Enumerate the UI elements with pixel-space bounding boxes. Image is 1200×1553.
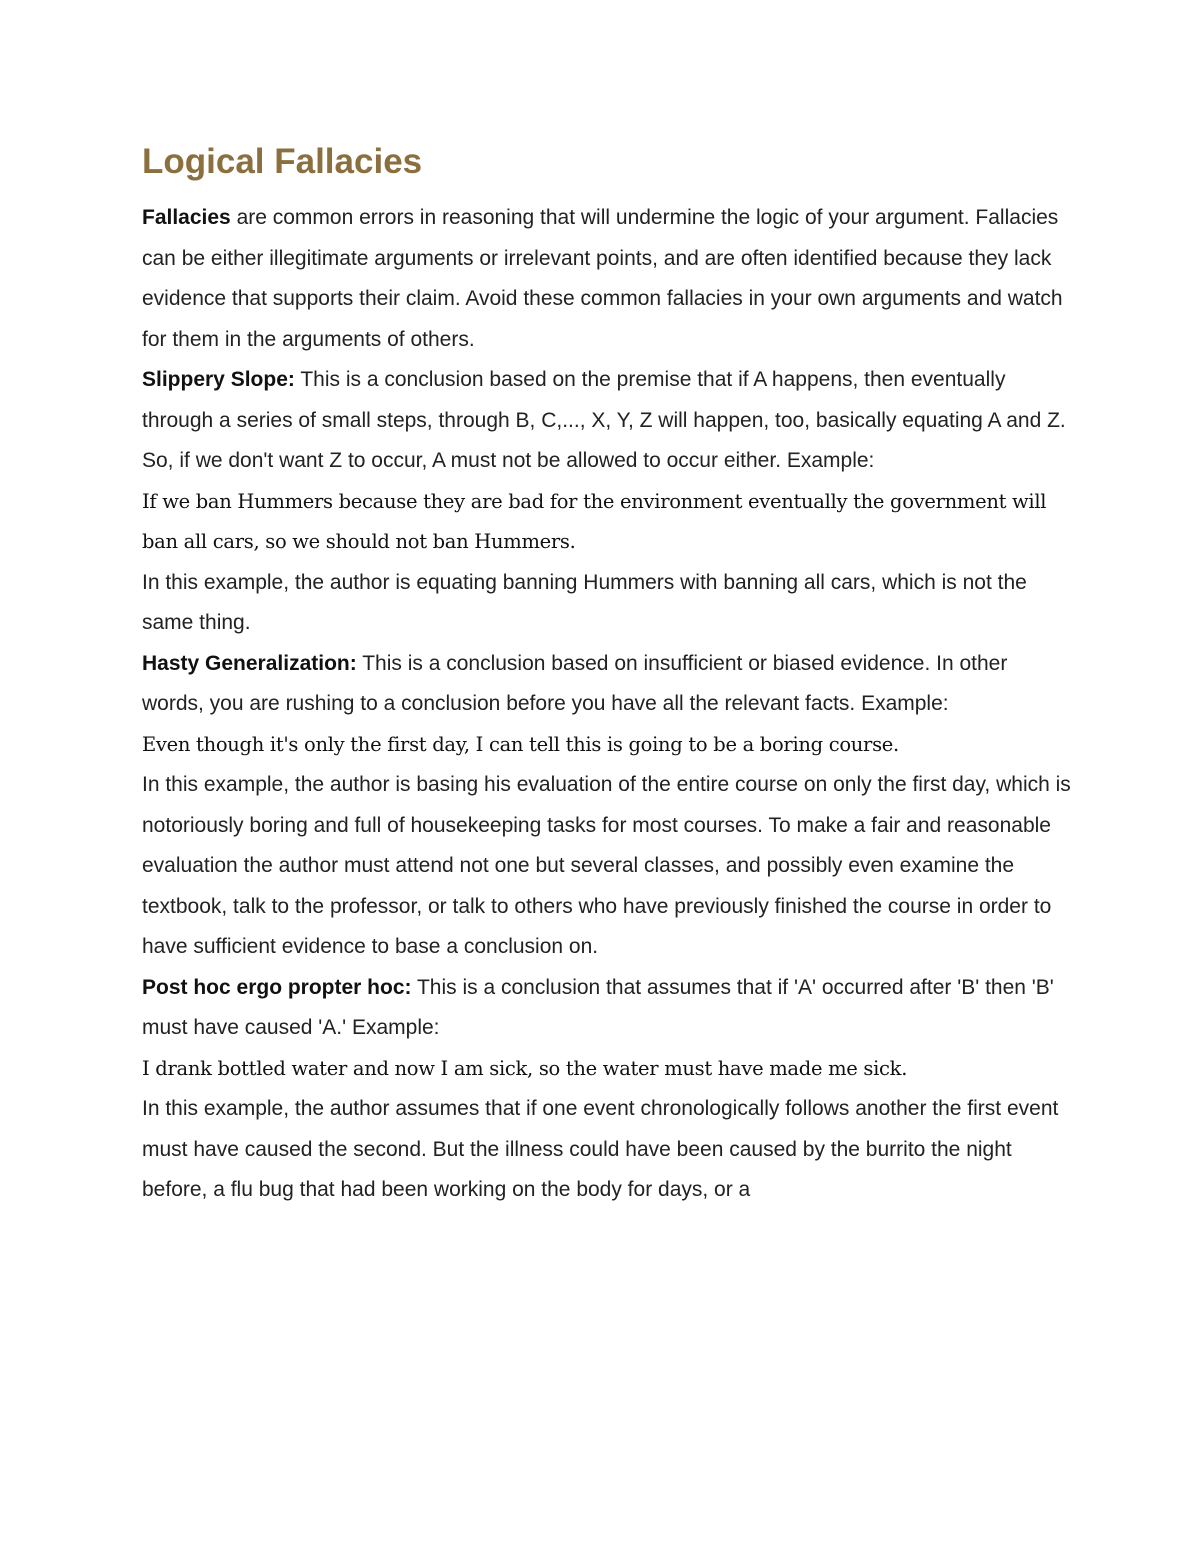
page-title: Logical Fallacies (142, 142, 423, 181)
intro-text: are common errors in reasoning that will undermine the logic of your argument. Fallacies can be either illegitimate arguments or irrelevant points, and are often identified because they lack evidence that supports their claim. Avoid these common fallacies in your own arguments and watch for them in the arguments of others. (142, 206, 1063, 351)
hasty-generalization-text: This is a conclusion based on insufficient or biased evidence. In other words, you are rushing to a conclusion before you have all the relevant facts. Example: (142, 651, 1008, 715)
post-hoc-example: I drank bottled water and now I am sick, so the water must have made me sick. (142, 1056, 908, 1080)
hasty-generalization-example: Even though it's only the first day, I can tell this is going to be a boring course. (142, 732, 899, 756)
post-hoc-term: Post hoc ergo propter hoc: (142, 975, 412, 999)
document-body (142, 140, 1072, 1211)
hasty-generalization-paragraph (142, 644, 1072, 725)
intro-term: Fallacies (142, 206, 231, 229)
post-hoc-paragraph (142, 968, 1072, 1049)
slippery-slope-explanation: In this example, the author is equating banning Hummers with banning all cars, which is not the same thing. (142, 570, 1027, 634)
slippery-slope-example: If we ban Hummers because they are bad for the environment eventually the government will ban all cars, so we should not ban Hummers. (142, 489, 1047, 553)
hasty-generalization-term: Hasty Generalization: (142, 651, 357, 675)
slippery-slope-term: Slippery Slope: (142, 368, 295, 391)
post-hoc-text: This is a conclusion that assumes that if 'A' occurred after 'B' then 'B' must have caused 'A.' Example: (142, 975, 1054, 1039)
intro-paragraph (142, 198, 1072, 360)
slippery-slope-text: This is a conclusion based on the premise that if A happens, then eventually through a series of small steps, through B, C,..., X, Y, Z will happen, too, basically equating A and Z. So, if we don't want Z to occur, A must not be allowed to occur either. Example: (142, 368, 1066, 472)
slippery-slope-paragraph (142, 360, 1072, 482)
post-hoc-explanation: In this example, the author assumes that if one event chronologically follows another the first event must have caused the second. But the illness could have been caused by the burrito the night before, a flu bug that had been working on the body for days, or a (142, 1097, 1059, 1201)
hasty-generalization-explanation: In this example, the author is basing his evaluation of the entire course on only the first day, which is notoriously boring and full of housekeeping tasks for most courses. To make a fair and reasonable evaluation the author must attend not one but several classes, and possibly even examine the textbook, talk to the professor, or talk to others who have previously finished the course in order to have sufficient evidence to base a conclusion on. (142, 773, 1071, 958)
